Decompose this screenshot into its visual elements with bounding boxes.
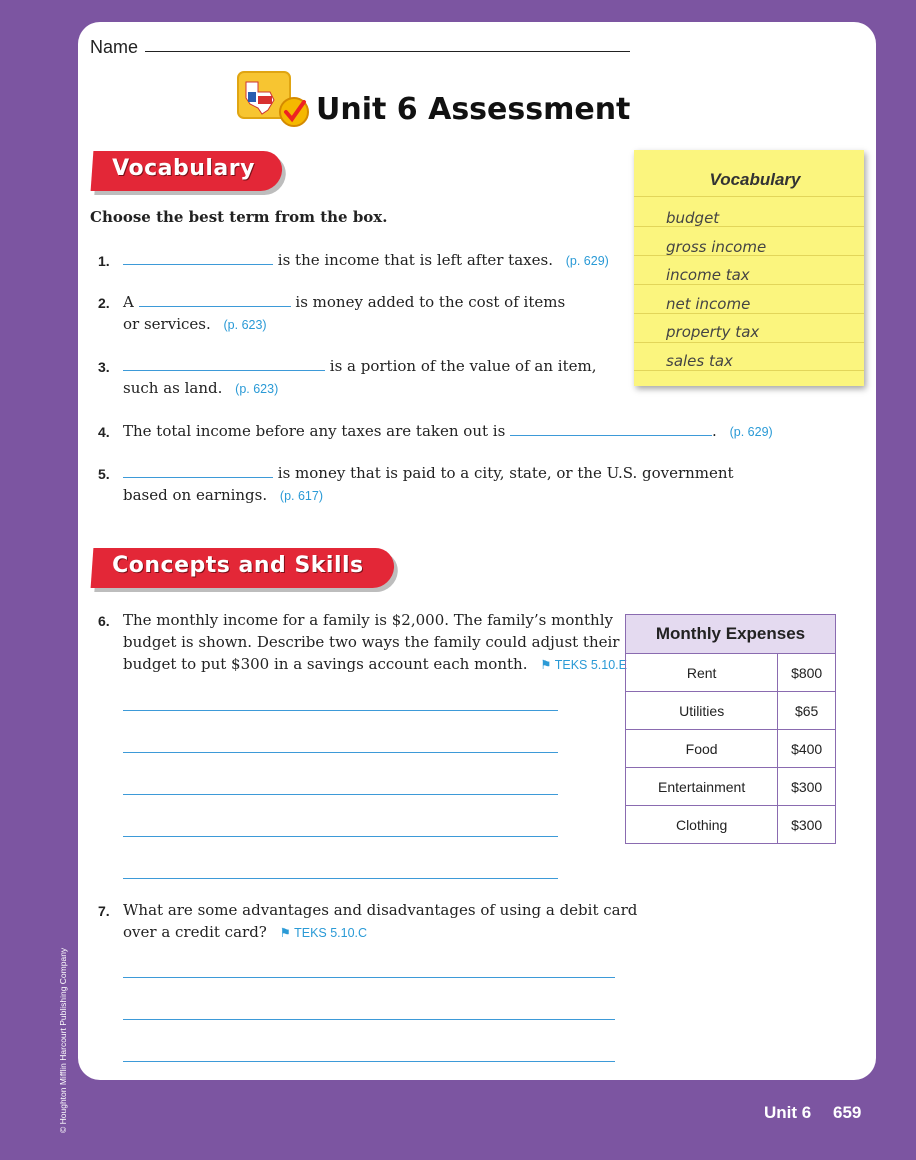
answer-blank[interactable] xyxy=(139,292,291,307)
footer-unit: Unit 6 xyxy=(764,1103,812,1122)
vocab-term: gross income xyxy=(666,238,767,256)
question-7: What are some advantages and disadvantages of using a debit card over a credit card? ⚑ TEKS 5.10.C xyxy=(123,901,638,941)
answer-line[interactable] xyxy=(123,1061,615,1062)
concepts-banner xyxy=(91,548,396,588)
vocabulary-instructions: Choose the best term from the box. xyxy=(90,208,388,226)
vocabulary-heading: Vocabulary xyxy=(112,156,255,181)
texas-icon: ⚑ xyxy=(279,926,291,940)
question-number: 4. xyxy=(98,424,110,440)
answer-blank[interactable] xyxy=(123,356,325,371)
teks-ref: ⚑ TEKS 5.10.E xyxy=(540,658,627,672)
vocab-term: property tax xyxy=(666,323,760,341)
page-ref: (p. 617) xyxy=(279,489,324,503)
name-label: Name xyxy=(90,37,139,57)
page-title: Unit 6 Assessment xyxy=(316,92,631,127)
vocabulary-box-title: Vocabulary xyxy=(709,170,801,189)
answer-line[interactable] xyxy=(123,710,558,711)
page-ref: (p. 629) xyxy=(729,425,773,439)
teks-ref: ⚑ TEKS 5.10.C xyxy=(279,926,368,940)
table-title: Monthly Expenses xyxy=(626,615,836,654)
table-row: Food $400 xyxy=(626,730,836,768)
table-row: Rent $800 xyxy=(626,654,836,692)
page-ref: (p. 623) xyxy=(223,318,267,332)
vocab-term: net income xyxy=(666,295,751,313)
answer-line[interactable] xyxy=(123,1019,615,1020)
vocab-term: sales tax xyxy=(666,352,733,370)
concepts-heading: Concepts and Skills xyxy=(112,553,364,578)
answer-blank[interactable] xyxy=(510,421,712,436)
question-1: is the income that is left after taxes. (p. 629) xyxy=(123,249,609,272)
question-3: is a portion of the value of an item, such as land. (p. 623) xyxy=(123,357,597,397)
question-4: The total income before any taxes are taken out is . (p. 629) xyxy=(123,422,773,440)
question-6: The monthly income for a family is $2,000. The family’s monthly budget is shown. Describe two ways the family could adjust their budget to put $300 in a savings account each month. ⚑ TEKS 5.10.E xyxy=(123,611,627,673)
texas-check-icon xyxy=(236,70,310,130)
vocabulary-box xyxy=(634,150,864,386)
answer-blank[interactable] xyxy=(123,250,273,265)
question-number: 1. xyxy=(98,253,110,269)
question-5: is money that is paid to a city, state, or the U.S. government based on earnings. (p. 617) xyxy=(123,464,734,504)
texas-icon: ⚑ xyxy=(540,658,552,672)
page-ref: (p. 623) xyxy=(235,382,279,396)
copyright: © Houghton Mifflin Harcourt Publishing Company xyxy=(58,947,68,1133)
answer-line[interactable] xyxy=(123,836,558,837)
table-row: Utilities $65 xyxy=(626,692,836,730)
vocab-term: budget xyxy=(666,209,720,227)
answer-line[interactable] xyxy=(123,794,558,795)
page-ref: (p. 629) xyxy=(565,254,609,268)
question-number: 2. xyxy=(98,295,110,311)
page-number: 659 xyxy=(833,1103,862,1122)
answer-line[interactable] xyxy=(123,878,558,879)
table-row: Clothing $300 xyxy=(626,806,836,844)
question-2: A is money added to the cost of items or services. (p. 623) xyxy=(123,293,566,333)
monthly-expenses-table xyxy=(625,614,836,844)
question-number: 6. xyxy=(98,613,110,629)
vocabulary-banner xyxy=(91,151,284,191)
answer-blank[interactable] xyxy=(123,463,273,478)
question-number: 7. xyxy=(98,903,110,919)
answer-line[interactable] xyxy=(123,752,558,753)
answer-line[interactable] xyxy=(123,977,615,978)
vocab-term: income tax xyxy=(666,266,750,284)
name-field[interactable] xyxy=(145,51,630,52)
question-number: 3. xyxy=(98,359,110,375)
table-row: Entertainment $300 xyxy=(626,768,836,806)
question-number: 5. xyxy=(98,466,110,482)
